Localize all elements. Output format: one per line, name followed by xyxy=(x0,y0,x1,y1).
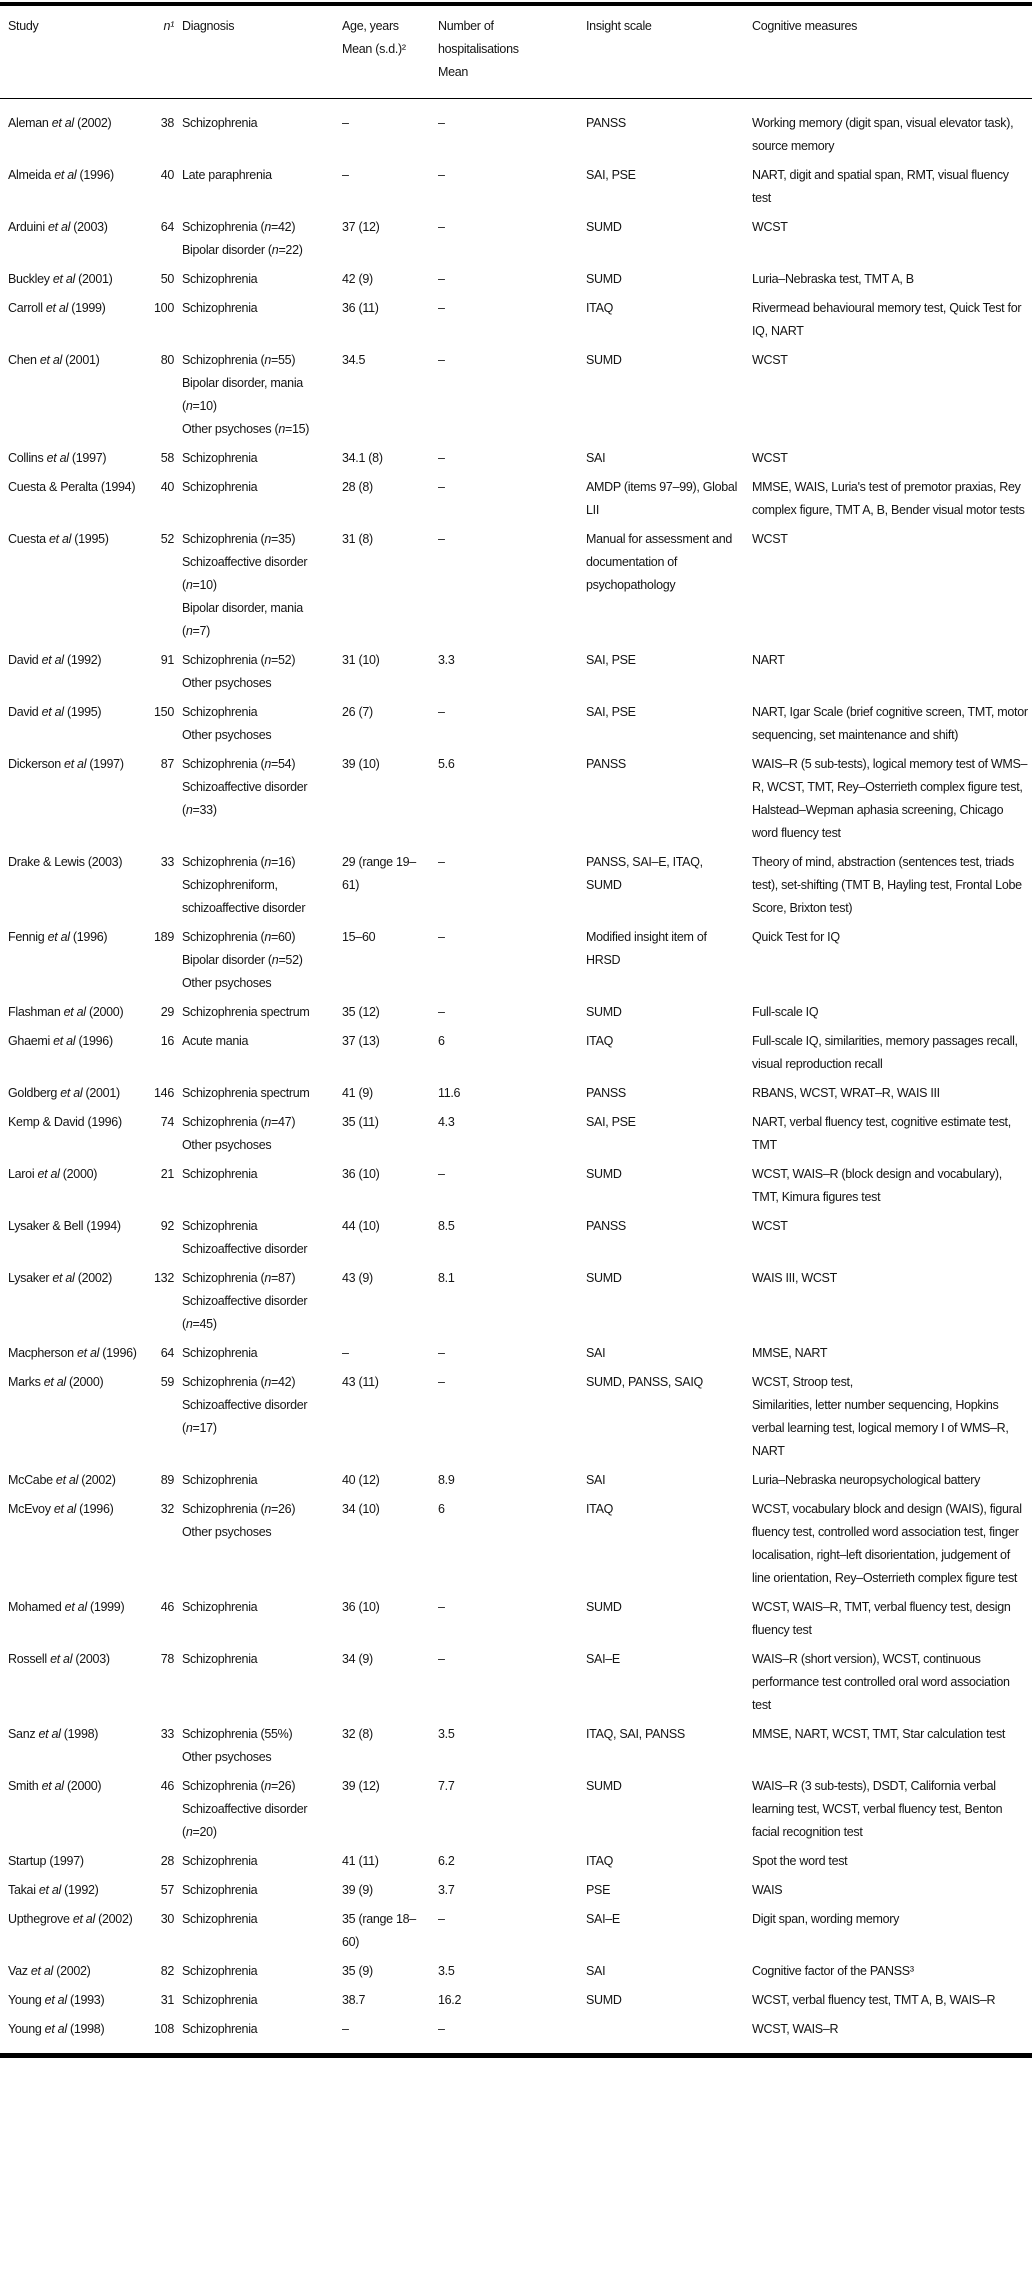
cell-cognitive: Theory of mind, abstraction (sentences test, triads test), set-shifting (TMT B, Hayling test, Frontal Lobe Score, Brixton test) xyxy=(752,855,1022,915)
cell-cognitive: WCST, WAIS–R xyxy=(752,2022,839,2036)
cell-cognitive: NART xyxy=(752,653,785,667)
table-row xyxy=(0,346,1032,444)
cell-n: 64 xyxy=(160,220,174,234)
cell-study: Startup (1997) xyxy=(8,1854,84,1868)
cell-study: Vaz et al (2002) xyxy=(8,1964,91,1978)
cell-insight: PANSS, SAI–E, ITAQ, SUMD xyxy=(586,855,703,892)
cell-hospitalisations: – xyxy=(438,116,445,130)
cell-n: 89 xyxy=(160,1473,174,1487)
cell-diagnosis: Acute mania xyxy=(182,1034,249,1048)
cell-diagnosis: Schizophrenia xyxy=(182,1652,258,1666)
cell-age: 43 (11) xyxy=(342,1375,379,1389)
cell-study: Chen et al (2001) xyxy=(8,353,100,367)
cell-cognitive: WCST xyxy=(752,532,788,546)
cell-insight: SUMD xyxy=(586,1600,622,1614)
cell-study: Young et al (1993) xyxy=(8,1993,105,2007)
cell-study: Collins et al (1997) xyxy=(8,451,107,465)
cell-age: 38.7 xyxy=(342,1993,366,2007)
cell-cognitive: WAIS–R (short version), WCST, continuous performance test controlled oral word association test xyxy=(752,1652,1010,1712)
cell-age: 43 (9) xyxy=(342,1271,373,1285)
cell-n: 87 xyxy=(160,757,174,771)
cell-n: 46 xyxy=(160,1779,174,1793)
cell-cognitive: Cognitive factor of the PANSS³ xyxy=(752,1964,914,1978)
cell-n: 21 xyxy=(160,1167,174,1181)
cell-insight: ITAQ xyxy=(586,1034,614,1048)
table-row xyxy=(0,444,1032,473)
cell-study: McCabe et al (2002) xyxy=(8,1473,116,1487)
cell-hospitalisations: – xyxy=(438,1005,445,1019)
cell-n: 64 xyxy=(160,1346,174,1360)
table-row xyxy=(0,1160,1032,1212)
cell-n: 38 xyxy=(160,116,174,130)
cell-hospitalisations: – xyxy=(438,272,445,286)
cell-age: 39 (12) xyxy=(342,1779,380,1793)
cell-insight: SUMD xyxy=(586,353,622,367)
cell-hospitalisations: – xyxy=(438,480,445,494)
cell-study: Kemp & David (1996) xyxy=(8,1115,122,1129)
cell-age: 39 (9) xyxy=(342,1883,373,1897)
table-row xyxy=(0,646,1032,698)
cell-insight: PANSS xyxy=(586,757,626,771)
cell-study: Buckley et al (2001) xyxy=(8,272,113,286)
col-header-hospitalisations: Number of hospitalisations Mean xyxy=(438,6,586,99)
cell-hospitalisations: 6 xyxy=(438,1502,445,1516)
cell-hospitalisations: – xyxy=(438,1652,445,1666)
cell-insight: SUMD xyxy=(586,1779,622,1793)
cell-insight xyxy=(586,2015,752,2053)
cell-study: Ghaemi et al (1996) xyxy=(8,1034,113,1048)
cell-hospitalisations: – xyxy=(438,2022,445,2036)
cell-study: Smith et al (2000) xyxy=(8,1779,102,1793)
table-row xyxy=(0,1720,1032,1772)
cell-insight: SUMD xyxy=(586,1271,622,1285)
cell-insight: SUMD xyxy=(586,272,622,286)
cell-hospitalisations: – xyxy=(438,930,445,944)
table-row xyxy=(0,1079,1032,1108)
cell-hospitalisations: 6.2 xyxy=(438,1854,455,1868)
cell-insight: PANSS xyxy=(586,1219,626,1233)
table-row xyxy=(0,923,1032,998)
col-header-insight-scale: Insight scale xyxy=(586,6,752,99)
cell-cognitive: WCST, vocabulary block and design (WAIS), figural fluency test, controlled word association test, finger localisation, right–left disorientation, judgement of line orientation, Rey–Osterrieth complex figure test xyxy=(752,1502,1022,1585)
cell-diagnosis: Schizophrenia xyxy=(182,1883,258,1897)
cell-n: 59 xyxy=(160,1375,174,1389)
cell-hospitalisations: – xyxy=(438,532,445,546)
col-header-diagnosis: Diagnosis xyxy=(182,6,342,99)
cell-hospitalisations: 4.3 xyxy=(438,1115,455,1129)
table-row xyxy=(0,294,1032,346)
cell-cognitive: Digit span, wording memory xyxy=(752,1912,900,1926)
table-row xyxy=(0,1986,1032,2015)
cell-n: 132 xyxy=(154,1271,174,1285)
cell-n: 150 xyxy=(154,705,174,719)
cell-study: Lysaker & Bell (1994) xyxy=(8,1219,121,1233)
table-body xyxy=(0,99,1032,2054)
cell-diagnosis: Schizophrenia (n=26) Schizoaffective disorder (n=20) xyxy=(182,1779,308,1839)
cell-diagnosis: Schizophrenia xyxy=(182,1473,258,1487)
cell-hospitalisations: – xyxy=(438,1346,445,1360)
cell-n: 58 xyxy=(160,451,174,465)
cell-hospitalisations: – xyxy=(438,353,445,367)
table-header xyxy=(0,6,1032,99)
cell-diagnosis: Schizophrenia (55%) Other psychoses xyxy=(182,1727,293,1764)
cell-insight: SAI xyxy=(586,1473,606,1487)
cell-age: 41 (9) xyxy=(342,1086,373,1100)
cell-diagnosis: Schizophrenia (n=87) Schizoaffective disorder (n=45) xyxy=(182,1271,308,1331)
cell-diagnosis: Schizophrenia (n=42) Schizoaffective disorder (n=17) xyxy=(182,1375,308,1435)
table-row xyxy=(0,1264,1032,1339)
table-row xyxy=(0,1957,1032,1986)
cell-hospitalisations: – xyxy=(438,1600,445,1614)
cell-insight: PANSS xyxy=(586,116,626,130)
cell-age: 35 (9) xyxy=(342,1964,373,1978)
cell-age: 34.5 xyxy=(342,353,366,367)
paper-table-page xyxy=(0,2,1032,2058)
cell-study: Rossell et al (2003) xyxy=(8,1652,110,1666)
cell-hospitalisations: 7.7 xyxy=(438,1779,455,1793)
cell-diagnosis: Schizophrenia xyxy=(182,2022,258,2036)
cell-study: David et al (1992) xyxy=(8,653,102,667)
cell-insight: SUMD xyxy=(586,1993,622,2007)
cell-n: 100 xyxy=(154,301,174,315)
cell-cognitive: Full-scale IQ, similarities, memory passages recall, visual reproduction recall xyxy=(752,1034,1018,1071)
cell-study: Dickerson et al (1997) xyxy=(8,757,124,771)
cell-diagnosis: Schizophrenia (n=26) Other psychoses xyxy=(182,1502,296,1539)
cell-cognitive: WAIS xyxy=(752,1883,783,1897)
cell-n: 57 xyxy=(160,1883,174,1897)
cell-diagnosis: Schizophrenia (n=55) Bipolar disorder, mania (n=10) Other psychoses (n=15) xyxy=(182,353,310,436)
cell-diagnosis: Schizophrenia spectrum xyxy=(182,1005,310,1019)
cell-diagnosis: Schizophrenia xyxy=(182,1854,258,1868)
cell-age: 15–60 xyxy=(342,930,376,944)
cell-n: 40 xyxy=(160,480,174,494)
cell-insight: ITAQ xyxy=(586,1854,614,1868)
cell-age: 35 (range 18–60) xyxy=(342,1912,416,1949)
cell-study: Goldberg et al (2001) xyxy=(8,1086,120,1100)
cell-hospitalisations: – xyxy=(438,705,445,719)
table-row xyxy=(0,2015,1032,2053)
cell-n: 50 xyxy=(160,272,174,286)
cell-cognitive: WCST, WAIS–R (block design and vocabulary), TMT, Kimura figures test xyxy=(752,1167,1002,1204)
cell-n: 52 xyxy=(160,532,174,546)
cell-n: 189 xyxy=(154,930,174,944)
cell-hospitalisations: 3.5 xyxy=(438,1727,455,1741)
cell-insight: SAI xyxy=(586,1964,606,1978)
cell-age: 35 (11) xyxy=(342,1115,379,1129)
cell-hospitalisations: 3.3 xyxy=(438,653,455,667)
cell-age: 32 (8) xyxy=(342,1727,373,1741)
cell-cognitive: WAIS–R (3 sub-tests), DSDT, California verbal learning test, WCST, verbal fluency test, Benton facial recognition test xyxy=(752,1779,1003,1839)
cell-n: 30 xyxy=(160,1912,174,1926)
studies-table xyxy=(0,6,1032,2053)
cell-insight: SUMD xyxy=(586,1005,622,1019)
cell-n: 28 xyxy=(160,1854,174,1868)
cell-study: Sanz et al (1998) xyxy=(8,1727,99,1741)
cell-cognitive: WCST xyxy=(752,220,788,234)
cell-insight: SAI, PSE xyxy=(586,705,636,719)
cell-study: Flashman et al (2000) xyxy=(8,1005,124,1019)
cell-hospitalisations: – xyxy=(438,301,445,315)
cell-diagnosis: Schizophrenia xyxy=(182,1964,258,1978)
table-row xyxy=(0,1108,1032,1160)
cell-diagnosis: Schizophrenia xyxy=(182,1912,258,1926)
cell-hospitalisations: 3.5 xyxy=(438,1964,455,1978)
table-row xyxy=(0,1212,1032,1264)
cell-insight: SAI xyxy=(586,1346,606,1360)
cell-hospitalisations: – xyxy=(438,220,445,234)
cell-insight: PANSS xyxy=(586,1086,626,1100)
table-row xyxy=(0,1847,1032,1876)
cell-insight: ITAQ xyxy=(586,1502,614,1516)
cell-study: Cuesta et al (1995) xyxy=(8,532,109,546)
cell-n: 146 xyxy=(154,1086,174,1100)
cell-study: Laroi et al (2000) xyxy=(8,1167,98,1181)
col-header-study: Study xyxy=(0,6,152,99)
cell-cognitive: Spot the word test xyxy=(752,1854,848,1868)
cell-cognitive: WCST, WAIS–R, TMT, verbal fluency test, design fluency test xyxy=(752,1600,1011,1637)
cell-insight: Manual for assessment and documentation of psychopathology xyxy=(586,532,733,592)
cell-diagnosis: Schizophrenia (n=54) Schizoaffective disorder (n=33) xyxy=(182,757,308,817)
cell-hospitalisations: – xyxy=(438,855,445,869)
cell-cognitive: Rivermead behavioural memory test, Quick Test for IQ, NART xyxy=(752,301,1022,338)
cell-age: 41 (11) xyxy=(342,1854,379,1868)
cell-age: 39 (10) xyxy=(342,757,380,771)
col-header-cognitive-measures: Cognitive measures xyxy=(752,6,1032,99)
cell-cognitive: WCST xyxy=(752,1219,788,1233)
header-row xyxy=(0,6,1032,99)
cell-hospitalisations: 3.7 xyxy=(438,1883,455,1897)
table-row xyxy=(0,1772,1032,1847)
cell-age: 35 (12) xyxy=(342,1005,380,1019)
cell-cognitive: Luria–Nebraska test, TMT A, B xyxy=(752,272,914,286)
cell-age: 31 (8) xyxy=(342,532,373,546)
table-row xyxy=(0,473,1032,525)
cell-diagnosis: Schizophrenia (n=16) Schizophreniform, schizoaffective disorder xyxy=(182,855,306,915)
cell-cognitive: WCST, Stroop test, Similarities, letter number sequencing, Hopkins verbal learning test, logical memory I of WMS–R, NART xyxy=(752,1375,1009,1458)
cell-hospitalisations: – xyxy=(438,1912,445,1926)
cell-hospitalisations: 8.1 xyxy=(438,1271,455,1285)
cell-cognitive: WCST xyxy=(752,353,788,367)
table-bottom-rule xyxy=(0,2053,1032,2058)
cell-cognitive: NART, digit and spatial span, RMT, visual fluency test xyxy=(752,168,1009,205)
table-row xyxy=(0,698,1032,750)
cell-diagnosis: Schizophrenia Schizoaffective disorder xyxy=(182,1219,308,1256)
cell-diagnosis: Schizophrenia Other psychoses xyxy=(182,705,272,742)
cell-diagnosis: Schizophrenia spectrum xyxy=(182,1086,310,1100)
cell-n: 32 xyxy=(160,1502,174,1516)
cell-n: 33 xyxy=(160,1727,174,1741)
cell-n: 108 xyxy=(154,2022,174,2036)
cell-study: Aleman et al (2002) xyxy=(8,116,112,130)
cell-n: 16 xyxy=(160,1034,174,1048)
cell-n: 82 xyxy=(160,1964,174,1978)
cell-diagnosis: Schizophrenia (n=35) Schizoaffective disorder (n=10) Bipolar disorder, mania (n=7) xyxy=(182,532,308,638)
cell-insight: AMDP (items 97–99), Global LII xyxy=(586,480,738,517)
cell-diagnosis: Schizophrenia (n=47) Other psychoses xyxy=(182,1115,296,1152)
cell-study: Upthegrove et al (2002) xyxy=(8,1912,133,1926)
table-row xyxy=(0,1905,1032,1957)
cell-diagnosis: Schizophrenia xyxy=(182,116,258,130)
cell-cognitive: RBANS, WCST, WRAT–R, WAIS III xyxy=(752,1086,940,1100)
cell-diagnosis: Schizophrenia xyxy=(182,1346,258,1360)
cell-diagnosis: Late paraphrenia xyxy=(182,168,272,182)
cell-cognitive: MMSE, WAIS, Luria's test of premotor praxias, Rey complex figure, TMT A, B, Bender visual motor tests xyxy=(752,480,1025,517)
table-row xyxy=(0,265,1032,294)
table-row xyxy=(0,1027,1032,1079)
table-row xyxy=(0,750,1032,848)
cell-n: 78 xyxy=(160,1652,174,1666)
cell-diagnosis: Schizophrenia (n=42) Bipolar disorder (n=22) xyxy=(182,220,303,257)
cell-study: Fennig et al (1996) xyxy=(8,930,108,944)
cell-study: McEvoy et al (1996) xyxy=(8,1502,114,1516)
cell-diagnosis: Schizophrenia xyxy=(182,301,258,315)
cell-cognitive: WAIS–R (5 sub-tests), logical memory test of WMS–R, WCST, TMT, Rey–Osterrieth complex figure test, Halstead–Wepman aphasia screening, Chicago word fluency test xyxy=(752,757,1028,840)
cell-insight: SAI–E xyxy=(586,1652,620,1666)
table-row xyxy=(0,161,1032,213)
cell-n: 40 xyxy=(160,168,174,182)
cell-cognitive: Quick Test for IQ xyxy=(752,930,840,944)
table-row xyxy=(0,998,1032,1027)
col-header-n: n¹ xyxy=(152,6,182,99)
cell-diagnosis: Schizophrenia xyxy=(182,451,258,465)
cell-age: 36 (11) xyxy=(342,301,379,315)
table-row xyxy=(0,525,1032,646)
cell-n: 33 xyxy=(160,855,174,869)
cell-n: 80 xyxy=(160,353,174,367)
cell-n: 91 xyxy=(160,653,174,667)
cell-cognitive: MMSE, NART xyxy=(752,1346,828,1360)
col-header-age: Age, years Mean (s.d.)² xyxy=(342,6,438,99)
cell-study: Lysaker et al (2002) xyxy=(8,1271,113,1285)
cell-age: 40 (12) xyxy=(342,1473,380,1487)
cell-n: 92 xyxy=(160,1219,174,1233)
cell-n: 29 xyxy=(160,1005,174,1019)
cell-insight: SAI, PSE xyxy=(586,653,636,667)
table-row xyxy=(0,848,1032,923)
cell-insight: SUMD xyxy=(586,1167,622,1181)
cell-hospitalisations: – xyxy=(438,1167,445,1181)
cell-insight: SAI, PSE xyxy=(586,1115,636,1129)
cell-diagnosis: Schizophrenia xyxy=(182,1167,258,1181)
cell-cognitive: Working memory (digit span, visual elevator task), source memory xyxy=(752,116,1014,153)
cell-study: Macpherson et al (1996) xyxy=(8,1346,137,1360)
cell-study: Almeida et al (1996) xyxy=(8,168,114,182)
cell-insight: ITAQ, SAI, PANSS xyxy=(586,1727,685,1741)
table-row xyxy=(0,213,1032,265)
cell-age: – xyxy=(342,168,349,182)
cell-n: 74 xyxy=(160,1115,174,1129)
cell-hospitalisations: – xyxy=(438,1375,445,1389)
cell-age: 37 (12) xyxy=(342,220,380,234)
cell-insight: ITAQ xyxy=(586,301,614,315)
cell-age: 34 (9) xyxy=(342,1652,373,1666)
cell-age: – xyxy=(342,2022,349,2036)
cell-study: Marks et al (2000) xyxy=(8,1375,104,1389)
cell-cognitive: WAIS III, WCST xyxy=(752,1271,837,1285)
cell-insight: Modified insight item of HRSD xyxy=(586,930,707,967)
cell-hospitalisations: – xyxy=(438,451,445,465)
cell-cognitive: NART, Igar Scale (brief cognitive screen, TMT, motor sequencing, set maintenance and shift) xyxy=(752,705,1028,742)
cell-study: Takai et al (1992) xyxy=(8,1883,99,1897)
cell-hospitalisations: 16.2 xyxy=(438,1993,462,2007)
table-row xyxy=(0,1466,1032,1495)
cell-diagnosis: Schizophrenia xyxy=(182,480,258,494)
cell-hospitalisations: 8.9 xyxy=(438,1473,455,1487)
cell-hospitalisations: 6 xyxy=(438,1034,445,1048)
cell-age: – xyxy=(342,1346,349,1360)
table-row xyxy=(0,99,1032,162)
cell-insight: SUMD, PANSS, SAIQ xyxy=(586,1375,703,1389)
cell-study: Arduini et al (2003) xyxy=(8,220,108,234)
cell-study: Cuesta & Peralta (1994) xyxy=(8,480,136,494)
cell-study: Mohamed et al (1999) xyxy=(8,1600,125,1614)
cell-cognitive: Luria–Nebraska neuropsychological battery xyxy=(752,1473,981,1487)
table-row xyxy=(0,1368,1032,1466)
table-row xyxy=(0,1593,1032,1645)
cell-n: 46 xyxy=(160,1600,174,1614)
cell-age: 36 (10) xyxy=(342,1600,380,1614)
cell-hospitalisations: – xyxy=(438,168,445,182)
cell-age: 37 (13) xyxy=(342,1034,380,1048)
cell-diagnosis: Schizophrenia (n=52) Other psychoses xyxy=(182,653,296,690)
cell-cognitive: WCST xyxy=(752,451,788,465)
cell-age: 31 (10) xyxy=(342,653,380,667)
cell-age: 28 (8) xyxy=(342,480,373,494)
cell-diagnosis: Schizophrenia xyxy=(182,1993,258,2007)
cell-age: – xyxy=(342,116,349,130)
cell-hospitalisations: 5.6 xyxy=(438,757,455,771)
cell-age: 44 (10) xyxy=(342,1219,380,1233)
cell-age: 34 (10) xyxy=(342,1502,380,1516)
cell-study: Young et al (1998) xyxy=(8,2022,105,2036)
cell-insight: PSE xyxy=(586,1883,611,1897)
cell-insight: SAI xyxy=(586,451,606,465)
cell-insight: SUMD xyxy=(586,220,622,234)
cell-diagnosis: Schizophrenia xyxy=(182,1600,258,1614)
cell-age: 29 (range 19–61) xyxy=(342,855,416,892)
cell-age: 34.1 (8) xyxy=(342,451,383,465)
cell-cognitive: MMSE, NART, WCST, TMT, Star calculation test xyxy=(752,1727,1006,1741)
cell-study: David et al (1995) xyxy=(8,705,102,719)
cell-study: Carroll et al (1999) xyxy=(8,301,106,315)
cell-age: 42 (9) xyxy=(342,272,373,286)
cell-cognitive: WCST, verbal fluency test, TMT A, B, WAIS–R xyxy=(752,1993,996,2007)
cell-cognitive: Full-scale IQ xyxy=(752,1005,819,1019)
cell-cognitive: NART, verbal fluency test, cognitive estimate test, TMT xyxy=(752,1115,1011,1152)
cell-age: 36 (10) xyxy=(342,1167,380,1181)
cell-insight: SAI, PSE xyxy=(586,168,636,182)
table-row xyxy=(0,1876,1032,1905)
cell-diagnosis: Schizophrenia xyxy=(182,272,258,286)
cell-n: 31 xyxy=(160,1993,174,2007)
cell-study: Drake & Lewis (2003) xyxy=(8,855,123,869)
cell-age: 26 (7) xyxy=(342,705,373,719)
table-row xyxy=(0,1645,1032,1720)
cell-diagnosis: Schizophrenia (n=60) Bipolar disorder (n=52) Other psychoses xyxy=(182,930,303,990)
table-row xyxy=(0,1339,1032,1368)
cell-insight: SAI–E xyxy=(586,1912,620,1926)
cell-hospitalisations: 11.6 xyxy=(438,1086,461,1100)
table-row xyxy=(0,1495,1032,1593)
cell-hospitalisations: 8.5 xyxy=(438,1219,455,1233)
